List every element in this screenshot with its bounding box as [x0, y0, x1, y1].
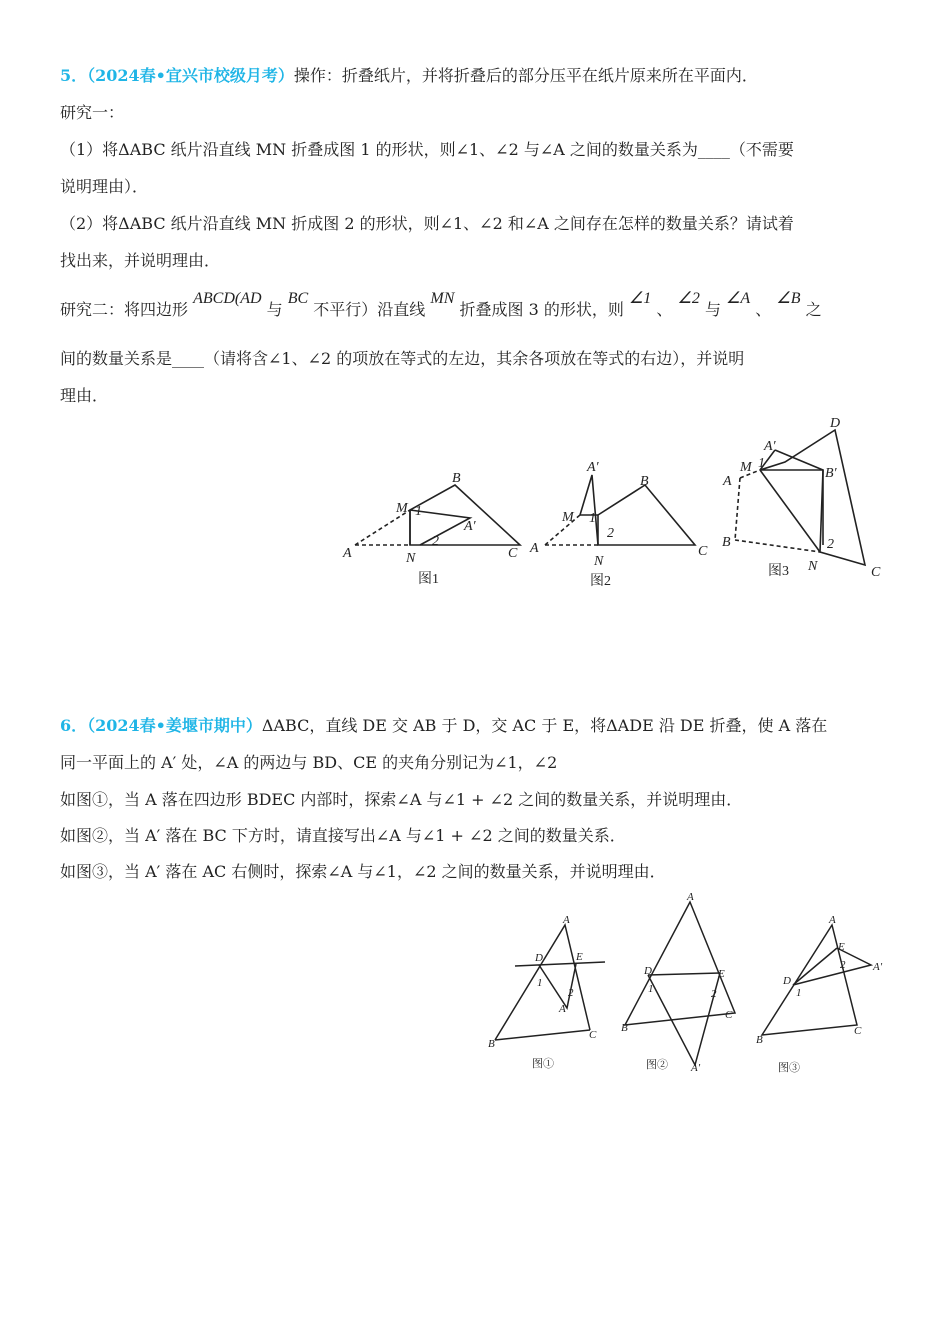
fig2-label-B: B [640, 474, 649, 489]
fig3-label-M: M [740, 460, 752, 475]
fig3-dash-ab [735, 478, 740, 540]
p5-figures [330, 405, 900, 595]
fig-b-label-A: A [687, 891, 694, 903]
fig-b-label-B: B [621, 1022, 628, 1034]
p5-intro: 操作：折叠纸片，并将折叠后的部分压平在纸片原来所在平面内． [293, 66, 758, 85]
fig2-label-A: A [530, 541, 539, 556]
p5-q1: （1）将ΔABC 纸片沿直线 MN 折叠成图 1 的形状，则∠1、∠2 与∠A 之间的数量关系为____（不需要 [60, 140, 794, 159]
fig-b-triangle [625, 902, 735, 1025]
fig-b-caption: 图② [646, 1059, 668, 1071]
fig2-caption: 图2 [590, 574, 611, 589]
s2-abcd: ABCD(AD [193, 290, 262, 307]
p6-line-5: 如图③，当 A′ 落在 AC 右侧时，探索∠A 与∠1，∠2 之间的数量关系，并说明理由． [60, 862, 666, 881]
fig1-label-B: B [452, 471, 461, 486]
fig3-label-B: B [722, 535, 731, 550]
p6-line-3: 如图①，当 A 落在四边形 BDEC 内部时，探索∠A 与∠1 + ∠2 之间的数量关系，并说明理由． [60, 790, 743, 809]
p5-study2-line [60, 290, 822, 321]
s2-sep1: 、 [656, 300, 673, 319]
fig3-dash-bn [735, 540, 820, 552]
p5-q2: （2）将ΔABC 纸片沿直线 MN 折成图 2 的形状，则∠1、∠2 和∠A 之间存在怎样的数量关系？请试着 [60, 214, 794, 233]
s2-fold: 折叠成图 3 的形状，则 [459, 300, 624, 319]
fig2-label-1: 1 [589, 511, 596, 526]
p5-q2-cont: 找出来，并说明理由． [60, 251, 221, 270]
fig1-label-1: 1 [415, 504, 422, 519]
s2-angle2: ∠2 [677, 290, 700, 307]
p5-study1-title: 研究一： [60, 103, 125, 122]
p6-figures [480, 890, 900, 1090]
fig-b-label-D: D [644, 965, 652, 977]
s2-angleB: ∠B [776, 290, 801, 307]
fig3-caption: 图3 [768, 564, 789, 579]
fig2-label-C: C [698, 544, 708, 559]
fig-b-de [648, 973, 720, 975]
fig-a-caption: 图① [532, 1058, 554, 1070]
fig-a-label-2: 2 [568, 987, 574, 999]
fig-c-label-1: 1 [796, 987, 802, 999]
fig-c-label-C: C [854, 1025, 862, 1037]
fig-c-label-D: D [783, 975, 791, 987]
fig2-folded-flap [580, 475, 598, 545]
fig-a-base [495, 1030, 590, 1040]
p6-line-2: 同一平面上的 A′ 处，∠A 的两边与 BD、CE 的夹角分别记为∠1，∠2 [60, 753, 558, 772]
fig-a-label-A: A [563, 914, 570, 926]
p6-l1: ΔABC，直线 DE 交 AB 于 D，交 AC 于 E，将ΔADE 沿 DE 折叠，使 A 落在 [261, 716, 828, 735]
fig-c-label-E: E [838, 941, 845, 953]
fig-a-label-Ap: A′ [559, 1003, 569, 1015]
fig-a-folded [539, 964, 576, 1008]
fig-a-label-E: E [576, 951, 583, 963]
fig3-label-1: 1 [758, 456, 765, 471]
fig1-label-A: A [343, 546, 352, 561]
problem-5-heading: 5．（2024春•宜兴市校级月考） [60, 66, 294, 85]
fig2-label-N: N [594, 554, 604, 569]
fig-a-label-1: 1 [537, 977, 543, 989]
fig2-label-M: M [562, 510, 574, 525]
p6-line-4: 如图②，当 A′ 落在 BC 下方时，请直接写出∠A 与∠1 + ∠2 之间的数量关系． [60, 826, 626, 845]
fig-b-label-C: C [725, 1009, 733, 1021]
s2-sep2: 、 [755, 300, 772, 319]
fig-a-label-B: B [488, 1038, 495, 1050]
s2-angle1: ∠1 [628, 290, 652, 307]
fig1-caption: 图1 [418, 572, 439, 587]
fig1-label-M: M [396, 501, 408, 516]
s2-zhi: 之 [805, 300, 822, 319]
fig3-label-D: D [830, 416, 841, 431]
s2-a: 研究二：将四边形 [60, 300, 189, 319]
p5-line-1 [60, 66, 758, 86]
s2-bc: BC [287, 290, 309, 307]
fig3-label-C: C [871, 565, 881, 580]
fig2-label-2: 2 [607, 526, 614, 541]
fig-b-label-Ap: A′ [691, 1062, 701, 1074]
fig-b-label-E: E [718, 968, 725, 980]
fig-c-label-A: A [829, 914, 836, 926]
p5-study2-line3: 理由． [60, 386, 109, 405]
fig-c-label-B: B [756, 1034, 763, 1046]
p6-line-1 [60, 716, 827, 736]
p5-q1-cont: 说明理由）． [60, 177, 149, 196]
fig3-mn [760, 470, 820, 552]
fig-b-label-1: 1 [648, 983, 654, 995]
fig-c-label-2: 2 [840, 959, 846, 971]
fig1-label-C: C [508, 546, 518, 561]
s2-yu2: 与 [704, 300, 721, 319]
s2-not-parallel: 不平行）沿直线 [313, 300, 426, 319]
fig-c-caption: 图③ [778, 1062, 800, 1074]
fig-c-folded [793, 948, 871, 985]
fig3-label-Ap: A′ [764, 439, 776, 454]
fig-b-label-2: 2 [711, 988, 717, 1000]
fig3-label-2: 2 [827, 537, 834, 552]
problem-6-heading: 6．（2024春•姜堰市期中） [60, 716, 262, 735]
fig-a-label-D: D [535, 952, 543, 964]
fig-a-de-line [515, 962, 605, 966]
p5-study2-line2: 间的数量关系是____（请将含∠1、∠2 的项放在等式的左边，其余各项放在等式的右边），并说明 [60, 349, 745, 368]
fig-a-label-C: C [589, 1029, 597, 1041]
fig3-label-A: A [723, 474, 732, 489]
s2-yu: 与 [266, 300, 283, 319]
fig-c-label-Ap: A′ [873, 961, 883, 973]
fig1-label-2: 2 [432, 534, 439, 549]
fig1-triangle-part [410, 485, 520, 545]
fig1-label-Ap: A′ [464, 519, 476, 534]
fig1-label-N: N [406, 551, 416, 566]
fig3-label-N: N [808, 559, 818, 574]
fig-a-triangle-sides [495, 925, 590, 1040]
s2-mn: MN [430, 290, 455, 307]
fig2-label-Ap: A′ [587, 460, 599, 475]
s2-angleA: ∠A [726, 290, 751, 307]
fig3-label-Bp: B′ [825, 466, 837, 481]
